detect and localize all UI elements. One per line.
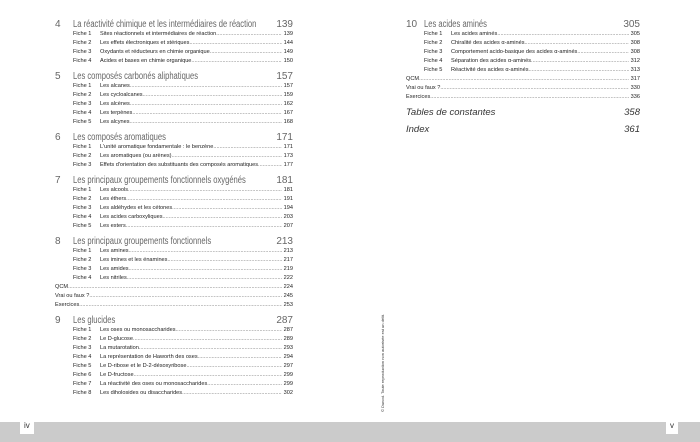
- chapter-page: 305: [623, 19, 640, 30]
- fiche-title: Le D-ribose et le D-2-désoxyribose: [100, 363, 187, 369]
- fiche-label: Fiche 4: [73, 110, 92, 116]
- toc-entry[interactable]: [55, 222, 293, 231]
- fiche-label: Fiche 3: [73, 49, 92, 55]
- fiche-title: Les acides carboxyliques: [100, 214, 163, 220]
- entry-title: Exercices: [406, 94, 431, 100]
- fiche-page: 139: [283, 31, 293, 37]
- entry-title: Vrai ou faux ?: [406, 85, 441, 91]
- fiche-title: Comportement acido-basique des acides α-aminés: [451, 49, 578, 55]
- section-title: Index: [406, 124, 430, 135]
- fiche-label: Fiche 2: [73, 40, 92, 46]
- fiche-label: Fiche 4: [73, 58, 92, 64]
- fiche-label: Fiche 7: [73, 381, 92, 387]
- dot-leader: [497, 30, 628, 39]
- fiche-page: 217: [283, 257, 293, 263]
- dot-leader: [130, 82, 282, 91]
- toc-section-heading[interactable]: [406, 106, 640, 119]
- fiche-title: Les aldéhydes et les cétones: [100, 205, 173, 211]
- fiche-label: Fiche 1: [424, 31, 443, 37]
- chapter-page: 181: [276, 175, 293, 186]
- dot-leader: [130, 118, 282, 127]
- fiche-page: 302: [283, 390, 293, 396]
- dot-leader: [531, 57, 629, 66]
- page-number-right: v: [666, 419, 678, 434]
- chapter-title: Les glucides: [73, 315, 116, 326]
- fiche-title: Les esters: [100, 223, 126, 229]
- dot-leader: [207, 380, 281, 389]
- dot-leader: [129, 247, 282, 256]
- toc-entry[interactable]: [406, 84, 640, 93]
- fiche-label: Fiche 4: [73, 354, 92, 360]
- toc-entry[interactable]: [55, 186, 293, 195]
- dot-leader: [210, 48, 282, 57]
- fiche-page: 222: [283, 275, 293, 281]
- fiche-title: Les alcools: [100, 187, 128, 193]
- fiche-label: Fiche 2: [424, 40, 443, 46]
- dot-leader: [128, 186, 282, 195]
- chapter-number: 4: [55, 19, 61, 30]
- fiche-title: Les diholosides ou disaccharides: [100, 390, 183, 396]
- chapter-heading[interactable]: [55, 175, 293, 186]
- chapter-number: 10: [406, 19, 418, 30]
- fiche-title: Sites réactionnels et intermédiaires de réaction: [100, 31, 217, 37]
- chapter-number: 7: [55, 175, 61, 186]
- fiche-page: 299: [283, 381, 293, 387]
- fiche-page: 308: [630, 40, 640, 46]
- fiche-title: Le D-glucose: [100, 336, 133, 342]
- fiche-title: Les cycloalcanes: [100, 92, 143, 98]
- toc-entry[interactable]: [55, 204, 293, 213]
- toc-entry[interactable]: [55, 362, 293, 371]
- fiche-page: 207: [283, 223, 293, 229]
- fiche-page: 297: [283, 363, 293, 369]
- fiche-title: Les éthers: [100, 196, 127, 202]
- toc-entry[interactable]: [55, 265, 293, 274]
- dot-leader: [189, 39, 281, 48]
- toc-entry[interactable]: [406, 66, 640, 75]
- chapter-title-wrap: [73, 71, 274, 82]
- fiche-page: 219: [283, 266, 293, 272]
- chapter-title: Les acides aminés: [424, 19, 487, 30]
- dot-leader: [167, 256, 281, 265]
- fiche-label: Fiche 8: [73, 390, 92, 396]
- fiche-title: Effets d'orientation des substituants des composés aromatiques: [100, 162, 258, 168]
- fiche-title: Les alcanes: [100, 83, 130, 89]
- fiche-label: Fiche 4: [73, 275, 92, 281]
- chapter-page: 213: [276, 236, 293, 247]
- toc-entry[interactable]: [55, 39, 293, 48]
- dot-leader: [525, 39, 629, 48]
- toc-entry[interactable]: [55, 152, 293, 161]
- chapter-number: 5: [55, 71, 61, 82]
- entry-title: QCM: [406, 76, 420, 82]
- fiche-title: Les aromatiques (ou arènes): [100, 153, 172, 159]
- chapter-heading[interactable]: [55, 236, 293, 247]
- fiche-page: 299: [283, 372, 293, 378]
- fiche-page: 294: [283, 354, 293, 360]
- dot-leader: [213, 143, 281, 152]
- fiche-label: Fiche 2: [73, 92, 92, 98]
- entry-title: Vrai ou faux ?: [55, 293, 90, 299]
- entry-title: Exercices: [55, 302, 80, 308]
- fiche-page: 305: [630, 31, 640, 37]
- right-page: [350, 0, 700, 442]
- chapter-title-wrap: [73, 19, 274, 30]
- fiche-title: Les amines: [100, 248, 129, 254]
- entry-title: QCM: [55, 284, 69, 290]
- page-footer-bar: [0, 422, 700, 442]
- dot-leader: [130, 100, 282, 109]
- fiche-page: 312: [630, 58, 640, 64]
- fiche-page: 289: [283, 336, 293, 342]
- toc-entry[interactable]: [55, 143, 293, 152]
- fiche-label: Fiche 1: [73, 187, 92, 193]
- chapter-heading[interactable]: [406, 19, 640, 30]
- dot-leader: [172, 152, 282, 161]
- dot-leader: [258, 161, 282, 170]
- toc-entry[interactable]: [406, 57, 640, 66]
- toc-entry[interactable]: [55, 247, 293, 256]
- entry-page: 224: [283, 284, 293, 290]
- dot-leader: [529, 66, 629, 75]
- toc-entry[interactable]: [55, 195, 293, 204]
- fiche-page: 177: [283, 162, 293, 168]
- dot-leader: [143, 91, 282, 100]
- toc-entry[interactable]: [55, 274, 293, 283]
- entry-page: 317: [630, 76, 640, 82]
- dot-leader: [132, 109, 281, 118]
- chapter-heading[interactable]: [55, 19, 293, 30]
- fiche-label: Fiche 1: [73, 31, 92, 37]
- toc-entry[interactable]: [406, 93, 640, 102]
- dot-leader: [186, 362, 281, 371]
- dot-leader: [419, 75, 629, 84]
- fiche-page: 167: [283, 110, 293, 116]
- toc-entry[interactable]: [55, 161, 293, 170]
- fiche-page: 168: [283, 119, 293, 125]
- dot-leader: [127, 274, 282, 283]
- chapter-title-wrap: [73, 236, 274, 247]
- chapter-page: 287: [276, 315, 293, 326]
- fiche-page: 191: [283, 196, 293, 202]
- fiche-label: Fiche 2: [73, 336, 92, 342]
- fiche-label: Fiche 3: [73, 162, 92, 168]
- dot-leader: [79, 301, 281, 310]
- fiche-label: Fiche 5: [73, 363, 92, 369]
- fiche-page: 157: [283, 83, 293, 89]
- dot-leader: [126, 195, 282, 204]
- fiche-page: 287: [283, 327, 293, 333]
- toc-entry[interactable]: [55, 335, 293, 344]
- fiche-page: 181: [283, 187, 293, 193]
- toc-entry[interactable]: [55, 389, 293, 398]
- toc-entry[interactable]: [55, 118, 293, 127]
- toc-entry[interactable]: [55, 326, 293, 335]
- dot-leader: [139, 344, 282, 353]
- fiche-label: Fiche 3: [424, 49, 443, 55]
- extras-section: [55, 283, 293, 310]
- dot-leader: [191, 57, 281, 66]
- fiche-label: Fiche 1: [73, 83, 92, 89]
- fiche-label: Fiche 2: [73, 153, 92, 159]
- fiche-title: L'unité aromatique fondamentale : le benzène: [100, 144, 214, 150]
- toc-entry[interactable]: [406, 39, 640, 48]
- fiche-title: Les alcènes: [100, 101, 130, 107]
- toc-entry[interactable]: [406, 30, 640, 39]
- fiche-title: La réactivité des oses ou monosaccharides: [100, 381, 208, 387]
- toc-entry[interactable]: [55, 256, 293, 265]
- fiche-label: Fiche 4: [424, 58, 443, 64]
- dot-leader: [172, 204, 282, 213]
- section-page: 358: [624, 107, 640, 118]
- toc-entry[interactable]: [55, 30, 293, 39]
- toc-entry[interactable]: [55, 292, 293, 301]
- fiche-page: 171: [283, 144, 293, 150]
- dot-leader: [163, 213, 282, 222]
- dot-leader: [89, 292, 281, 301]
- fiche-title: Le D-fructose: [100, 372, 134, 378]
- chapter-title-wrap: [73, 132, 274, 143]
- fiche-page: 173: [283, 153, 293, 159]
- fiche-label: Fiche 5: [73, 119, 92, 125]
- chapter-page: 157: [276, 71, 293, 82]
- fiche-label: Fiche 1: [73, 327, 92, 333]
- fiche-page: 203: [283, 214, 293, 220]
- chapter-page: 139: [276, 19, 293, 30]
- chapter-heading[interactable]: [55, 132, 293, 143]
- fiche-label: Fiche 1: [73, 144, 92, 150]
- chapter-page: 171: [276, 132, 293, 143]
- dot-leader: [68, 283, 282, 292]
- toc-entry[interactable]: [55, 48, 293, 57]
- toc-entry[interactable]: [406, 75, 640, 84]
- toc-entry[interactable]: [55, 109, 293, 118]
- fiche-label: Fiche 6: [73, 372, 92, 378]
- chapter-number: 6: [55, 132, 61, 143]
- entry-page: 253: [283, 302, 293, 308]
- chapter-number: 8: [55, 236, 61, 247]
- copyright-notice: © Dunod. Toute reproduction non autorisée est un délit.: [380, 313, 385, 412]
- fiche-title: Séparation des acides α-aminés: [451, 58, 532, 64]
- dot-leader: [126, 222, 282, 231]
- dot-leader: [182, 389, 282, 398]
- fiche-title: Chiralité des acides α-aminés: [451, 40, 525, 46]
- section-page: 361: [624, 124, 640, 135]
- chapter-title: Les principaux groupements fonctionnels oxygénés: [73, 175, 246, 186]
- page-number-left: iv: [20, 419, 34, 434]
- dot-leader: [176, 326, 282, 335]
- dot-leader: [440, 84, 628, 93]
- entry-page: 330: [630, 85, 640, 91]
- toc-entry[interactable]: [55, 344, 293, 353]
- dot-leader: [198, 353, 282, 362]
- fiche-label: Fiche 3: [73, 101, 92, 107]
- fiche-page: 308: [630, 49, 640, 55]
- chapter-title: Les composés aromatiques: [73, 132, 166, 143]
- toc-entry[interactable]: [55, 371, 293, 380]
- fiche-title: Les amides: [100, 266, 129, 272]
- toc-entry[interactable]: [55, 283, 293, 292]
- fiche-page: 150: [283, 58, 293, 64]
- chapter-title: Les composés carbonés aliphatiques: [73, 71, 199, 82]
- fiche-title: Réactivité des acides α-aminés: [451, 67, 529, 73]
- fiche-page: 194: [283, 205, 293, 211]
- fiche-label: Fiche 2: [73, 257, 92, 263]
- fiche-title: Oxydants et réducteurs en chimie organique: [100, 49, 210, 55]
- chapter-heading[interactable]: [55, 315, 293, 326]
- fiche-label: Fiche 5: [73, 223, 92, 229]
- dot-leader: [134, 371, 282, 380]
- chapter-title-wrap: [73, 315, 274, 326]
- fiche-title: La mutarotation: [100, 345, 139, 351]
- toc-entry[interactable]: [406, 48, 640, 57]
- toc-entry[interactable]: [55, 100, 293, 109]
- dot-leader: [577, 48, 628, 57]
- fiche-label: Fiche 3: [73, 205, 92, 211]
- fiche-label: Fiche 5: [424, 67, 443, 73]
- fiche-title: Les effets électroniques et stériques: [100, 40, 190, 46]
- chapter-title: La réactivité chimique et les intermédiaires de réaction: [73, 19, 257, 30]
- chapter-heading[interactable]: [55, 71, 293, 82]
- fiche-label: Fiche 3: [73, 266, 92, 272]
- toc-entry[interactable]: [55, 353, 293, 362]
- fiche-title: Acides et bases en chimie organique: [100, 58, 192, 64]
- toc-section-heading[interactable]: [406, 123, 640, 136]
- fiche-page: 149: [283, 49, 293, 55]
- toc-entry[interactable]: [55, 380, 293, 389]
- chapter-number: 9: [55, 315, 61, 326]
- fiche-title: Les alcynes: [100, 119, 130, 125]
- fiche-title: Les imines et les énamines: [100, 257, 168, 263]
- fiche-page: 159: [283, 92, 293, 98]
- entry-page: 245: [283, 293, 293, 299]
- chapter-title-wrap: [73, 175, 274, 186]
- fiche-page: 293: [283, 345, 293, 351]
- fiche-label: Fiche 1: [73, 248, 92, 254]
- toc-left: [55, 19, 293, 398]
- fiche-title: Les acides aminés: [451, 31, 498, 37]
- toc-entry[interactable]: [55, 82, 293, 91]
- extras-section: [406, 75, 640, 102]
- chapter-title-wrap: [424, 19, 621, 30]
- dot-leader: [216, 30, 281, 39]
- toc-entry[interactable]: [55, 301, 293, 310]
- fiche-title: Les oses ou monosaccharides: [100, 327, 176, 333]
- toc-right: [406, 19, 640, 136]
- fiche-label: Fiche 4: [73, 214, 92, 220]
- dot-leader: [430, 93, 628, 102]
- dot-leader: [133, 335, 282, 344]
- fiche-page: 213: [283, 248, 293, 254]
- fiche-page: 313: [630, 67, 640, 73]
- fiche-page: 144: [283, 40, 293, 46]
- section-title: Tables de constantes: [406, 107, 496, 118]
- toc-entry[interactable]: [55, 213, 293, 222]
- chapter-title: Les principaux groupements fonctionnels: [73, 236, 212, 247]
- fiche-title: La représentation de Haworth des oses: [100, 354, 198, 360]
- toc-entry[interactable]: [55, 91, 293, 100]
- dot-leader: [129, 265, 282, 274]
- fiche-label: Fiche 2: [73, 196, 92, 202]
- fiche-title: Les nitriles: [100, 275, 127, 281]
- fiche-label: Fiche 3: [73, 345, 92, 351]
- entry-page: 336: [630, 94, 640, 100]
- toc-entry[interactable]: [55, 57, 293, 66]
- fiche-page: 162: [283, 101, 293, 107]
- fiche-title: Les terpènes: [100, 110, 133, 116]
